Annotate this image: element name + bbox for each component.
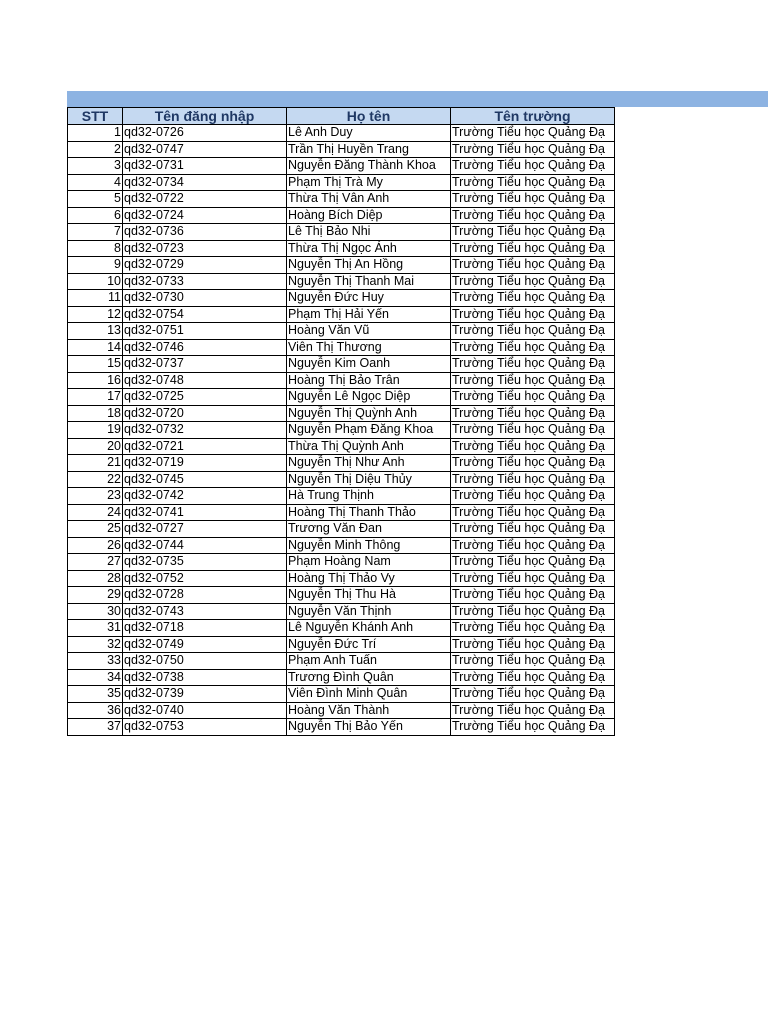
cell-fullname[interactable]: Phạm Anh Tuấn [287,653,451,670]
cell-username[interactable]: qd32-0745 [123,471,287,488]
table-row [68,191,615,208]
cell-school[interactable]: Trường Tiểu học Quảng Đạ [451,372,615,389]
cell-username[interactable]: qd32-0734 [123,174,287,191]
cell-stt[interactable]: 25 [68,521,123,538]
cell-username[interactable]: qd32-0737 [123,356,287,373]
cell-school[interactable]: Trường Tiểu học Quảng Đạ [451,158,615,175]
cell-school[interactable]: Trường Tiểu học Quảng Đạ [451,422,615,439]
cell-stt[interactable]: 10 [68,273,123,290]
cell-stt[interactable]: 5 [68,191,123,208]
cell-school[interactable]: Trường Tiểu học Quảng Đạ [451,554,615,571]
cell-stt[interactable]: 18 [68,405,123,422]
cell-username[interactable]: qd32-0735 [123,554,287,571]
column-header-school[interactable]: Tên trường [451,108,615,125]
table-row [68,554,615,571]
cell-school[interactable]: Trường Tiểu học Quảng Đạ [451,125,615,142]
cell-fullname[interactable]: Nguyễn Minh Thông [287,537,451,554]
cell-school[interactable]: Trường Tiểu học Quảng Đạ [451,323,615,340]
table-row [68,620,615,637]
cell-stt[interactable]: 26 [68,537,123,554]
cell-school[interactable]: Trường Tiểu học Quảng Đạ [451,356,615,373]
table-row [68,587,615,604]
cell-school[interactable]: Trường Tiểu học Quảng Đạ [451,191,615,208]
cell-username[interactable]: qd32-0741 [123,504,287,521]
cell-school[interactable]: Trường Tiểu học Quảng Đạ [451,570,615,587]
student-table [67,107,615,736]
cell-username[interactable]: qd32-0742 [123,488,287,505]
cell-school[interactable]: Trường Tiểu học Quảng Đạ [451,257,615,274]
cell-school[interactable]: Trường Tiểu học Quảng Đạ [451,174,615,191]
table-row [68,306,615,323]
cell-fullname[interactable]: Trương Đình Quân [287,669,451,686]
cell-fullname[interactable]: Lê Anh Duy [287,125,451,142]
cell-username[interactable]: qd32-0738 [123,669,287,686]
cell-username[interactable]: qd32-0728 [123,587,287,604]
table-row [68,669,615,686]
cell-school[interactable]: Trường Tiểu học Quảng Đạ [451,521,615,538]
cell-stt[interactable]: 19 [68,422,123,439]
cell-username[interactable]: qd32-0748 [123,372,287,389]
cell-fullname[interactable]: Lê Thị Bảo Nhi [287,224,451,241]
cell-username[interactable]: qd32-0736 [123,224,287,241]
cell-username[interactable]: qd32-0718 [123,620,287,637]
cell-stt[interactable]: 2 [68,141,123,158]
cell-school[interactable]: Trường Tiểu học Quảng Đạ [451,504,615,521]
cell-school[interactable]: Trường Tiểu học Quảng Đạ [451,438,615,455]
cell-fullname[interactable]: Lê Nguyễn Khánh Anh [287,620,451,637]
cell-school[interactable]: Trường Tiểu học Quảng Đạ [451,339,615,356]
cell-school[interactable]: Trường Tiểu học Quảng Đạ [451,240,615,257]
cell-fullname[interactable]: Viên Đình Minh Quân [287,686,451,703]
cell-fullname[interactable]: Thừa Thị Vân Anh [287,191,451,208]
table-row [68,405,615,422]
cell-school[interactable]: Trường Tiểu học Quảng Đạ [451,620,615,637]
table-row [68,636,615,653]
cell-username[interactable]: qd32-0730 [123,290,287,307]
table-row [68,570,615,587]
cell-school[interactable]: Trường Tiểu học Quảng Đạ [451,587,615,604]
cell-username[interactable]: qd32-0733 [123,273,287,290]
cell-school[interactable]: Trường Tiểu học Quảng Đạ [451,207,615,224]
cell-username[interactable]: qd32-0725 [123,389,287,406]
cell-school[interactable]: Trường Tiểu học Quảng Đạ [451,603,615,620]
cell-fullname[interactable]: Nguyễn Thị Quỳnh Anh [287,405,451,422]
cell-school[interactable]: Trường Tiểu học Quảng Đạ [451,686,615,703]
cell-username[interactable]: qd32-0739 [123,686,287,703]
table-row [68,537,615,554]
cell-stt[interactable]: 37 [68,719,123,736]
cell-username[interactable]: qd32-0750 [123,653,287,670]
cell-stt[interactable]: 14 [68,339,123,356]
table-row [68,719,615,736]
cell-username[interactable]: qd32-0719 [123,455,287,472]
cell-fullname[interactable]: Hoàng Văn Thành [287,702,451,719]
cell-fullname[interactable]: Trương Văn Đan [287,521,451,538]
table-row [68,504,615,521]
cell-fullname[interactable]: Nguyễn Lê Ngọc Diệp [287,389,451,406]
header-band [67,91,768,107]
cell-fullname[interactable]: Nguyễn Đức Huy [287,290,451,307]
cell-stt[interactable]: 33 [68,653,123,670]
cell-fullname[interactable]: Phạm Thị Trà My [287,174,451,191]
cell-username[interactable]: qd32-0729 [123,257,287,274]
cell-stt[interactable]: 24 [68,504,123,521]
cell-stt[interactable]: 21 [68,455,123,472]
cell-fullname[interactable]: Thừa Thị Quỳnh Anh [287,438,451,455]
cell-username[interactable]: qd32-0731 [123,158,287,175]
table-row [68,603,615,620]
cell-stt[interactable]: 16 [68,372,123,389]
cell-stt[interactable]: 23 [68,488,123,505]
cell-school[interactable]: Trường Tiểu học Quảng Đạ [451,719,615,736]
cell-username[interactable]: qd32-0743 [123,603,287,620]
table-row [68,521,615,538]
cell-stt[interactable]: 29 [68,587,123,604]
table-row [68,438,615,455]
cell-fullname[interactable]: Hà Trung Thịnh [287,488,451,505]
cell-school[interactable]: Trường Tiểu học Quảng Đạ [451,471,615,488]
cell-username[interactable]: qd32-0744 [123,537,287,554]
cell-stt[interactable]: 4 [68,174,123,191]
cell-username[interactable]: qd32-0753 [123,719,287,736]
cell-stt[interactable]: 28 [68,570,123,587]
cell-stt[interactable]: 30 [68,603,123,620]
cell-fullname[interactable]: Thừa Thị Ngọc Ánh [287,240,451,257]
cell-username[interactable]: qd32-0723 [123,240,287,257]
table-row [68,488,615,505]
table-row [68,207,615,224]
table-row [68,257,615,274]
cell-stt[interactable]: 6 [68,207,123,224]
column-header-stt[interactable]: STT [68,108,123,125]
table-row [68,323,615,340]
table-row [68,702,615,719]
cell-username[interactable]: qd32-0747 [123,141,287,158]
cell-username[interactable]: qd32-0726 [123,125,287,142]
cell-username[interactable]: qd32-0722 [123,191,287,208]
cell-fullname[interactable]: Phạm Hoàng Nam [287,554,451,571]
cell-username[interactable]: qd32-0724 [123,207,287,224]
cell-username[interactable]: qd32-0749 [123,636,287,653]
table-body [68,125,615,736]
cell-username[interactable]: qd32-0754 [123,306,287,323]
table-row [68,224,615,241]
cell-fullname[interactable]: Nguyễn Thị An Hồng [287,257,451,274]
cell-fullname[interactable]: Hoàng Văn Vũ [287,323,451,340]
cell-fullname[interactable]: Nguyễn Thị Thu Hà [287,587,451,604]
cell-fullname[interactable]: Nguyễn Phạm Đăng Khoa [287,422,451,439]
cell-school[interactable]: Trường Tiểu học Quảng Đạ [451,290,615,307]
cell-stt[interactable]: 12 [68,306,123,323]
table-row [68,389,615,406]
cell-stt[interactable]: 34 [68,669,123,686]
cell-school[interactable]: Trường Tiểu học Quảng Đạ [451,488,615,505]
cell-stt[interactable]: 27 [68,554,123,571]
cell-username[interactable]: qd32-0746 [123,339,287,356]
cell-school[interactable]: Trường Tiểu học Quảng Đạ [451,141,615,158]
cell-fullname[interactable]: Nguyễn Kim Oanh [287,356,451,373]
cell-stt[interactable]: 32 [68,636,123,653]
cell-username[interactable]: qd32-0751 [123,323,287,340]
cell-school[interactable]: Trường Tiểu học Quảng Đạ [451,537,615,554]
cell-stt[interactable]: 3 [68,158,123,175]
cell-stt[interactable]: 22 [68,471,123,488]
cell-fullname[interactable]: Nguyễn Văn Thịnh [287,603,451,620]
cell-stt[interactable]: 7 [68,224,123,241]
cell-username[interactable]: qd32-0732 [123,422,287,439]
cell-fullname[interactable]: Hoàng Thị Thảo Vy [287,570,451,587]
table-row [68,158,615,175]
cell-fullname[interactable]: Hoàng Bích Diệp [287,207,451,224]
table-row [68,273,615,290]
cell-stt[interactable]: 8 [68,240,123,257]
cell-fullname[interactable]: Nguyễn Thị Bảo Yến [287,719,451,736]
cell-fullname[interactable]: Nguyễn Đức Trí [287,636,451,653]
cell-school[interactable]: Trường Tiểu học Quảng Đạ [451,405,615,422]
cell-fullname[interactable]: Trần Thị Huyền Trang [287,141,451,158]
cell-username[interactable]: qd32-0752 [123,570,287,587]
cell-school[interactable]: Trường Tiểu học Quảng Đạ [451,455,615,472]
cell-username[interactable]: qd32-0720 [123,405,287,422]
cell-stt[interactable]: 35 [68,686,123,703]
table-row [68,174,615,191]
cell-username[interactable]: qd32-0727 [123,521,287,538]
cell-school[interactable]: Trường Tiểu học Quảng Đạ [451,273,615,290]
cell-stt[interactable]: 9 [68,257,123,274]
cell-school[interactable]: Trường Tiểu học Quảng Đạ [451,224,615,241]
cell-username[interactable]: qd32-0740 [123,702,287,719]
table-row [68,290,615,307]
cell-stt[interactable]: 1 [68,125,123,142]
cell-fullname[interactable]: Nguyễn Thị Như Anh [287,455,451,472]
table-row [68,471,615,488]
table-row [68,356,615,373]
cell-stt[interactable]: 36 [68,702,123,719]
table-row [68,240,615,257]
cell-fullname[interactable]: Viên Thị Thương [287,339,451,356]
cell-fullname[interactable]: Phạm Thị Hải Yến [287,306,451,323]
cell-school[interactable]: Trường Tiểu học Quảng Đạ [451,653,615,670]
cell-school[interactable]: Trường Tiểu học Quảng Đạ [451,636,615,653]
table-header-row [68,108,615,125]
cell-fullname[interactable]: Hoàng Thị Bảo Trân [287,372,451,389]
column-header-username[interactable]: Tên đăng nhập [123,108,287,125]
cell-stt[interactable]: 20 [68,438,123,455]
cell-fullname[interactable]: Nguyễn Thị Diệu Thủy [287,471,451,488]
cell-stt[interactable]: 15 [68,356,123,373]
cell-school[interactable]: Trường Tiểu học Quảng Đạ [451,669,615,686]
cell-fullname[interactable]: Nguyễn Đăng Thành Khoa [287,158,451,175]
cell-school[interactable]: Trường Tiểu học Quảng Đạ [451,702,615,719]
cell-fullname[interactable]: Nguyễn Thị Thanh Mai [287,273,451,290]
table-row [68,653,615,670]
table-row [68,422,615,439]
table-row [68,686,615,703]
table-row [68,125,615,142]
table-row [68,141,615,158]
table-row [68,455,615,472]
table-row [68,339,615,356]
cell-school[interactable]: Trường Tiểu học Quảng Đạ [451,306,615,323]
cell-fullname[interactable]: Hoàng Thị Thanh Thảo [287,504,451,521]
cell-username[interactable]: qd32-0721 [123,438,287,455]
cell-stt[interactable]: 11 [68,290,123,307]
cell-school[interactable]: Trường Tiểu học Quảng Đạ [451,389,615,406]
table-row [68,372,615,389]
column-header-fullname[interactable]: Họ tên [287,108,451,125]
cell-stt[interactable]: 17 [68,389,123,406]
cell-stt[interactable]: 13 [68,323,123,340]
cell-stt[interactable]: 31 [68,620,123,637]
